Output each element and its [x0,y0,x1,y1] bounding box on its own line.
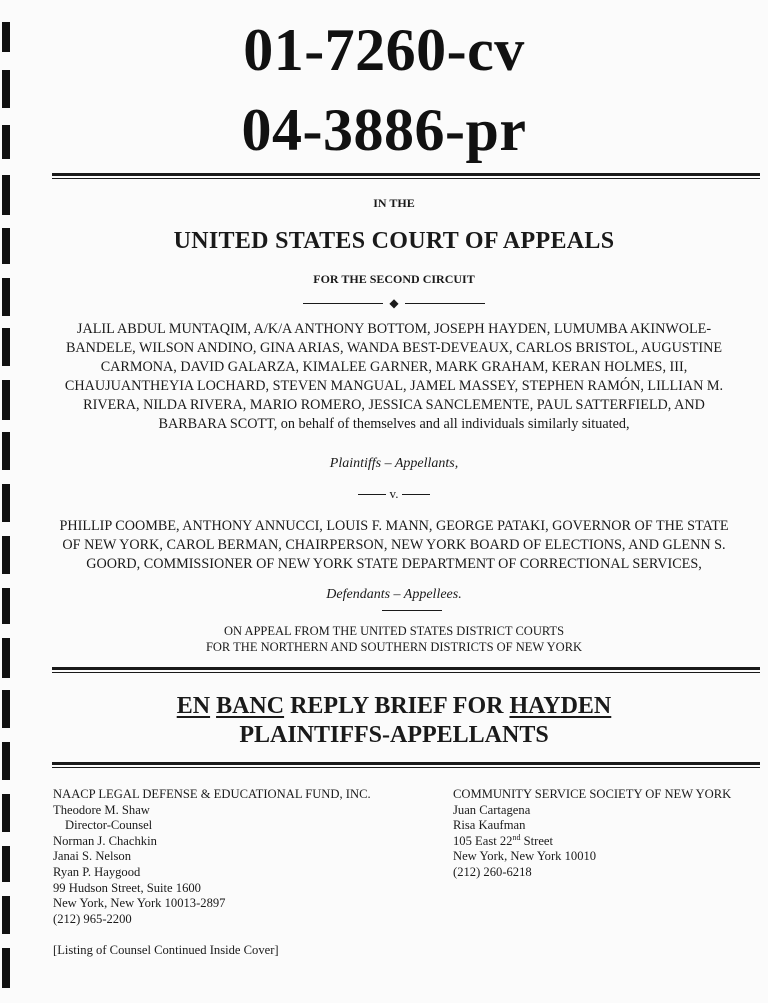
counsel-address: 99 Hudson Street, Suite 1600 [53,880,201,895]
defendants-line: PHILLIP COOMBE, ANTHONY ANNUCCI, LOUIS F. MANN, GEORGE PATAKI, GOVERNOR OF THE STATE [59,518,729,534]
counsel-name: Norman J. Chachkin [53,833,157,848]
title-mid: REPLY BRIEF FOR [290,693,504,719]
title-banc: BANC [216,693,285,719]
plaintiffs-line: BARBARA SCOTT, on behalf of themselves and all individuals similarly situated, [158,416,630,432]
binding-mark [2,536,10,574]
short-divider [382,610,442,611]
binding-mark [2,278,10,316]
counsel-address: New York, New York 10013-2897 [53,896,226,911]
brief-title-line-1 [40,692,748,721]
plaintiffs-line: RIVERA, NILDA RIVERA, MARIO ROMERO, JESSICA SANCLEMENTE, PAUL SATTERFIELD, AND [83,397,705,413]
defendants-list [40,517,748,574]
court-name: UNITED STATES COURT OF APPEALS [173,228,615,254]
binding-mark [2,794,10,832]
counsel-title: Director-Counsel [65,818,153,833]
brief-title [40,692,748,750]
binding-mark [2,638,10,678]
versus-divider [40,486,748,502]
binding-mark [2,328,10,366]
binding-mark [2,588,10,624]
circuit-label: FOR THE SECOND CIRCUIT [313,272,475,286]
versus-label: v. [389,486,399,501]
binding-mark [2,948,10,988]
ornament-divider [40,297,748,309]
appeal-line: ON APPEAL FROM THE UNITED STATES DISTRICT COURTS [223,624,565,638]
binding-mark [2,896,10,934]
docket-number-cv: 01-7260-cv [243,17,525,83]
counsel-phone: (212) 260-6218 [453,864,532,879]
appeal-statement [40,623,748,655]
binding-mark [2,484,10,522]
plaintiffs-line: CHAUJUANTHEYIA LOCHARD, STEVEN MANGUAL, JAMEL MASSEY, STEPHEN RAMÓN, LILLIAN M. [64,378,724,394]
binding-mark [2,380,10,420]
counsel-org: COMMUNITY SERVICE SOCIETY OF NEW YORK [453,787,732,801]
binding-mark [2,228,10,264]
listing-note: [Listing of Counsel Continued Inside Cover] [53,943,279,957]
counsel-name: Juan Cartagena [453,802,531,817]
counsel-name: Theodore M. Shaw [53,802,150,817]
lower-rule [52,762,760,768]
plaintiffs-line: CARMONA, DAVID GALARZA, KIMALEE GARNER, MARK GRAHAM, KERAN HOLMES, III, [100,359,688,375]
defendants-line: OF NEW YORK, CAROL BERMAN, CHAIRPERSON, NEW YORK BOARD OF ELECTIONS, AND GLENN S. [62,537,726,553]
docket-number-pr: 04-3886-pr [241,97,527,163]
plaintiffs-role: Plaintiffs – Appellants, [329,456,459,471]
appeal-line: FOR THE NORTHERN AND SOUTHERN DISTRICTS OF NEW YORK [205,640,583,654]
counsel-name: Risa Kaufman [453,818,526,833]
binding-mark [2,846,10,882]
counsel-name: Ryan P. Haygood [53,864,141,879]
title-hayden: HAYDEN [509,693,612,719]
diamond-icon: ◆ [389,296,399,310]
title-en: EN [176,693,211,719]
counsel-right [453,787,731,881]
middle-rule [52,667,760,673]
counsel-left [53,787,371,927]
counsel-phone: (212) 965-2200 [53,911,132,926]
plaintiffs-list [40,320,748,434]
defendants-line: GOORD, COMMISSIONER OF NEW YORK STATE DEPARTMENT OF CORRECTIONAL SERVICES, [86,556,702,572]
binding-mark [2,175,10,215]
defendants-role: Defendants – Appellees. [326,587,462,602]
counsel-org: NAACP LEGAL DEFENSE & EDUCATIONAL FUND, INC. [53,787,371,801]
header-rule [52,173,760,179]
brief-title-line-2: PLAINTIFFS-APPELLANTS [239,722,549,748]
counsel-address: 105 East 22nd Street [453,832,553,848]
in-the-label: IN THE [373,196,415,210]
plaintiffs-line: BANDELE, WILSON ANDINO, GINA ARIAS, WANDA BEST-DEVEAUX, CARLOS BRISTOL, AUGUSTINE [65,340,723,356]
plaintiffs-line: JALIL ABDUL MUNTAQIM, A/K/A ANTHONY BOTTOM, JOSEPH HAYDEN, LUMUMBA AKINWOLE- [76,321,712,337]
counsel-address: New York, New York 10010 [453,849,597,864]
binding-mark [2,432,10,470]
binding-mark [2,690,10,728]
binding-mark [2,742,10,780]
counsel-name: Janai S. Nelson [53,849,132,864]
